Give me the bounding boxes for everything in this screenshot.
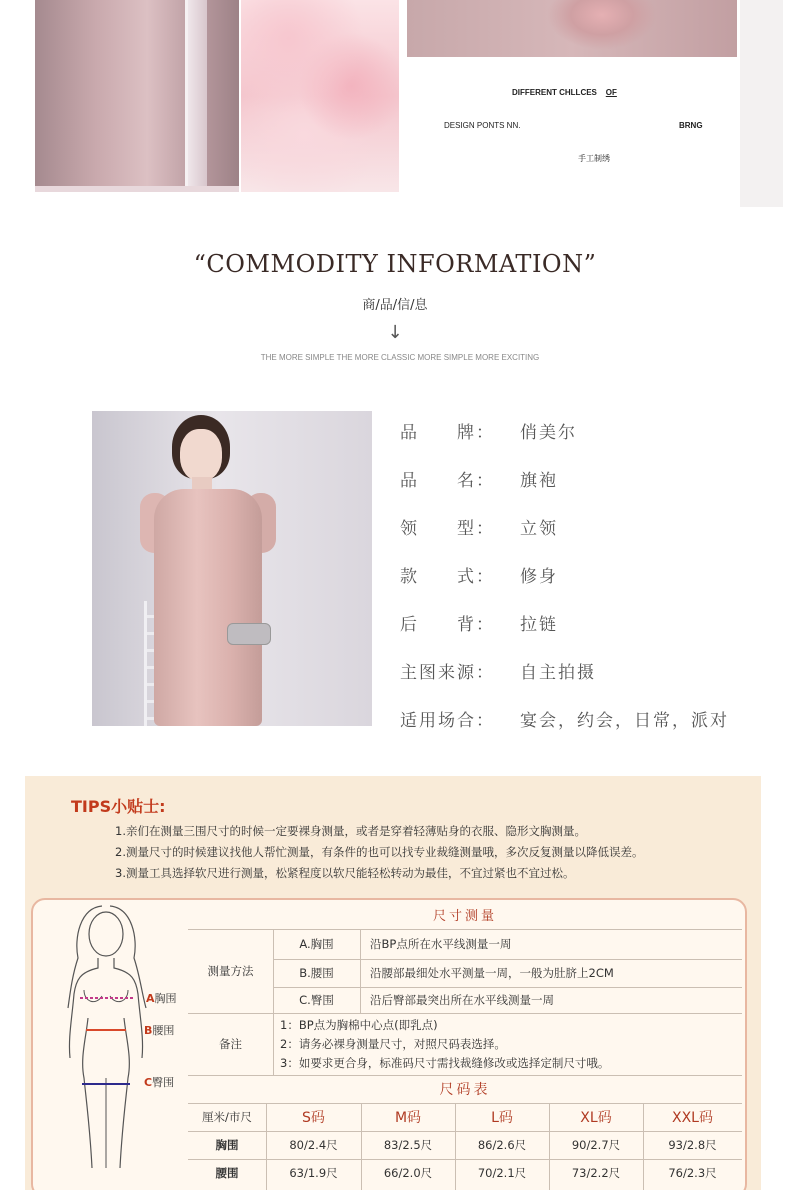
body-outline-icon <box>40 898 190 1190</box>
info-label: 品 名： <box>400 471 495 491</box>
figure-label-c: C臀围 <box>144 1076 175 1089</box>
method-name: C.臀围 <box>299 993 334 1007</box>
section-tagline: THE MORE SIMPLE THE MORE CLASSIC MORE SIMPLE MORE EXCITING <box>260 353 540 362</box>
cherry-blossom-photo <box>241 0 399 192</box>
side-strip <box>740 0 783 207</box>
size-cell: 90/2.7尺 <box>571 1138 621 1152</box>
divider <box>273 1013 274 1075</box>
size-header: XXL码 <box>672 1110 713 1126</box>
measure-title: 尺寸测量 <box>432 909 497 924</box>
section-subtitle: 商/品/信/息 <box>362 298 428 313</box>
body-measure-figure <box>40 898 190 1190</box>
info-label: 品 牌： <box>400 423 495 443</box>
model-face <box>180 429 222 481</box>
method-name: A.胸围 <box>299 937 334 951</box>
size-cell: 76/2.3尺 <box>668 1166 717 1180</box>
info-value: 俏美尔 <box>520 423 577 443</box>
info-value: 自主拍摄 <box>520 663 596 683</box>
tips-line: 2.测量尺寸的时候建议找他人帮忙测量，有条件的也可以找专业裁缝测量哦，多次反复测量以降低误差。 <box>115 845 644 859</box>
info-value: 修身 <box>520 567 558 587</box>
method-desc: 沿腰部最细处水平测量一周，一般为肚脐上2CM <box>370 966 614 980</box>
info-label: 领 型： <box>400 519 495 539</box>
size-header: S码 <box>302 1110 325 1126</box>
info-value: 宴会，约会，日常，派对 <box>520 711 729 731</box>
size-header: L码 <box>491 1110 513 1126</box>
tips-line: 1.亲们在测量三围尺寸的时候一定要裸身测量，或者是穿着轻薄贴身的衣服、隐形文胸测量。 <box>115 824 586 838</box>
row-label-waist: 腰围 <box>215 1166 239 1180</box>
unit-label: 厘米/市尺 <box>202 1110 252 1124</box>
caption-line2a: DESIGN PONTS NN. <box>444 121 521 130</box>
size-cell: 86/2.6尺 <box>477 1138 527 1152</box>
row-label-bust: 胸围 <box>215 1138 239 1152</box>
caption-line3: 手工制绣 <box>578 154 610 163</box>
model-photo <box>92 411 372 726</box>
clutch-bag <box>227 623 271 645</box>
divider <box>360 929 361 1013</box>
info-label: 适用场合： <box>400 711 495 731</box>
tips-line: 3.测量工具选择软尺进行测量，松紧程度以软尺能轻松转动为最佳，不宜过紧也不宜过松。 <box>115 866 575 880</box>
size-cell: 83/2.5尺 <box>383 1138 433 1152</box>
embroidery-detail-photo <box>407 0 737 57</box>
info-value: 旗袍 <box>520 471 558 491</box>
size-table-title: 尺码表 <box>439 1082 491 1098</box>
caption-line2b: BRNG <box>679 121 703 130</box>
size-cell: 73/2.2尺 <box>571 1166 621 1180</box>
caption-line1 <box>512 88 617 97</box>
caption-line1-a: DIFFERENT CHLLCES <box>512 88 597 97</box>
size-cell: 66/2.0尺 <box>383 1166 433 1180</box>
size-header: M码 <box>394 1110 422 1126</box>
caption-line1-b: OF <box>605 88 617 97</box>
arrow-down-icon: ↓ <box>387 322 403 343</box>
dress-hem <box>35 186 239 192</box>
embroidered-flower <box>547 0 657 50</box>
size-cell: 80/2.4尺 <box>289 1138 338 1152</box>
size-cell: 63/1.9尺 <box>289 1166 338 1180</box>
method-name: B.腰围 <box>299 966 334 980</box>
figure-label-a: A胸围 <box>146 992 177 1005</box>
method-label: 测量方法 <box>207 964 254 978</box>
dress-slit <box>185 0 207 192</box>
size-header: XL码 <box>580 1110 612 1126</box>
info-value: 立领 <box>520 519 558 539</box>
info-label: 款 式： <box>400 567 495 587</box>
info-label: 主图来源： <box>400 663 495 683</box>
note-line: 3：如要求更合身，标准码尺寸需找裁缝修改或选择定制尺寸哦。 <box>280 1056 610 1070</box>
dress-slit-photo <box>35 0 239 192</box>
method-desc: 沿后臀部最突出所在水平线测量一周 <box>370 993 554 1007</box>
figure-label-b: B腰围 <box>144 1024 175 1037</box>
tips-panel <box>25 776 761 1190</box>
tips-title: TIPS小贴士: <box>71 797 166 816</box>
note-line: 2：请务必裸身测量尺寸，对照尺码表选择。 <box>280 1037 506 1051</box>
size-cell: 93/2.8尺 <box>668 1138 717 1152</box>
info-value: 拉链 <box>520 615 558 635</box>
info-label: 后 背： <box>400 615 495 635</box>
model-dress <box>154 489 262 726</box>
section-title: “COMMODITY INFORMATION” <box>193 250 597 278</box>
note-line: 1：BP点为胸棉中心点(即乳点) <box>280 1018 438 1032</box>
size-cell: 70/2.1尺 <box>477 1166 527 1180</box>
notes-label: 备注 <box>219 1037 242 1051</box>
method-desc: 沿BP点所在水平线测量一周 <box>370 937 512 951</box>
